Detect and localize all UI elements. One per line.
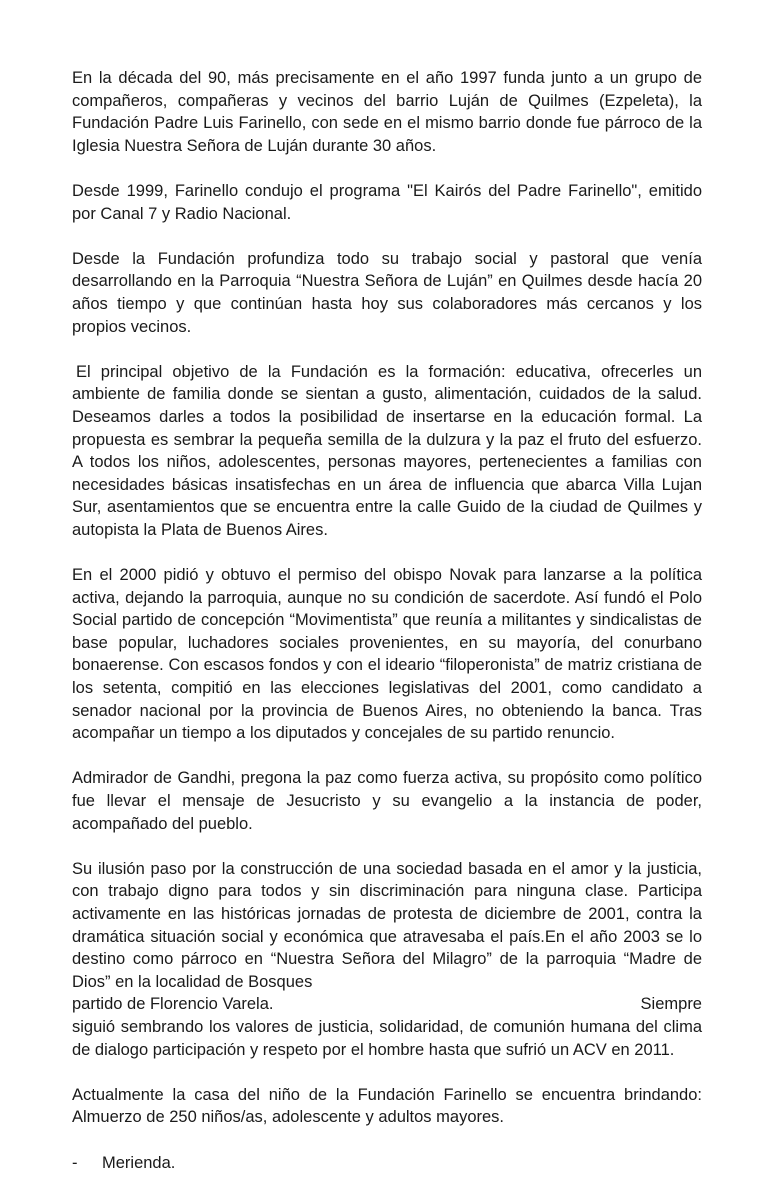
bullet-text: Merienda. [102, 1153, 176, 1172]
paragraph-7-split-line [72, 993, 702, 1016]
paragraph-5: En el 2000 pidió y obtuvo el permiso del obispo Novak para lanzarse a la política activa, dejando la parroquia, aunque no su condición de sacerdote. Así fundó el Polo Social partido de concepción “Movimentista” que reunía a militantes y sindicalistas de base popular, luchadores sociales provenientes, en su mayoría, del conurbano bonaerense. Con escasos fondos y con el ideario “filoperonista” de matriz cristiana de los setenta, compitió en las elecciones legislativas del 2001, como candidato a senador nacional por la provincia de Buenos Aires, no obteniendo la banca. Tras acompañar un tiempo a los diputados y concejales de su partido renuncio. [72, 566, 702, 743]
paragraph-7-part-1: Su ilusión paso por la construcción de una sociedad basada en el amor y la justicia, con trabajo digno para todos y sin discriminación para ninguna clase. Participa activamente en las históricas jornadas de protesta de diciembre de 2001, contra la dramática situación social y económica que atravesaba el país.En el año 2003 se lo destino como párroco en “Nuestra Señora del Milagro” de la parroquia “Madre de Dios” en la localidad de Bosques [72, 859, 702, 991]
paragraph-6: Admirador de Gandhi, pregona la paz como fuerza activa, su propósito como político fue llevar el mensaje de Jesucristo y su evangelio a la instancia de poder, acompañado del pueblo. [72, 769, 702, 833]
paragraph-3: Desde la Fundación profundiza todo su trabajo social y pastoral que venía desarrollando en la Parroquia “Nuestra Señora de Luján” en Quilmes desde hacía 20 años tiempo y que continúan hasta hoy sus colaboradores más cercanos y los propios vecinos. [72, 249, 702, 336]
paragraph-7-split-left: partido de Florencio Varela. [72, 995, 274, 1014]
bullet-mark: - [72, 1153, 78, 1172]
paragraph-7 [72, 858, 702, 1061]
paragraph-4: El principal objetivo de la Fundación es la formación: educativa, ofrecerles un ambiente de familia donde se sientan a gusto, alimentación, cuidados de la salud. Deseamos darles a todos la posibilidad de insertarse en la educación formal. La propuesta es sembrar la pequeña semilla de la dulzura y la paz el fruto del esfuerzo. A todos los niños, adolescentes, personas mayores, pertenecientes a familias con necesidades básicas insatisfechas en un área de influencia que abarca Villa Lujan Sur, asentamientos que se encuentra entre la calle Guido de la ciudad de Quilmes y autopista la Plata de Buenos Aires. [72, 362, 702, 539]
paragraph-2: Desde 1999, Farinello condujo el programa "El Kairós del Padre Farinello", emitido por Canal 7 y Radio Nacional. [72, 181, 702, 223]
paragraph-7-split-right: Siempre [640, 995, 702, 1014]
document-page [72, 67, 702, 1174]
paragraph-1: En la década del 90, más precisamente en el año 1997 funda junto a un grupo de compañeros, compañeras y vecinos del barrio Luján de Quilmes (Ezpeleta), la Fundación Padre Luis Farinello, con sede en el mismo barrio donde fue párroco de la Iglesia Nuestra Señora de Luján durante 30 años. [72, 69, 702, 155]
bullet-item [72, 1152, 702, 1175]
paragraph-8: Actualmente la casa del niño de la Fundación Farinello se encuentra brindando: Almuerzo de 250 niños/as, adolescente y adultos mayores. [72, 1085, 702, 1127]
paragraph-7-part-2: siguió sembrando los valores de justicia, solidaridad, de comunión humana del clima de dialogo participación y respeto por el hombre hasta que sufrió un ACV en 2011. [72, 1017, 702, 1059]
